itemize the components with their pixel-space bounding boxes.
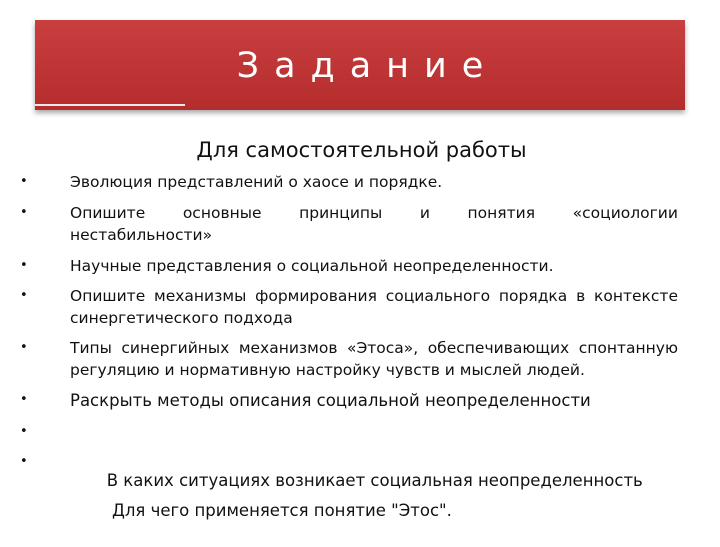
- list-item: [20, 285, 678, 329]
- task-word: понятия: [467, 204, 536, 222]
- task-word: и: [419, 204, 430, 222]
- bullet-icon: •: [20, 424, 28, 439]
- task-text: Раскрыть методы описания социальной неопределенности: [70, 391, 591, 410]
- bullet-icon: •: [20, 258, 28, 273]
- list-item: [20, 337, 678, 381]
- bullet-icon: •: [20, 174, 28, 189]
- task-text: В каких ситуациях возникает социальная неопределенность: [101, 471, 643, 490]
- list-item: [20, 255, 678, 277]
- task-word: Опишите: [70, 204, 146, 222]
- bullet-icon: •: [20, 340, 28, 355]
- list-item: [20, 171, 678, 193]
- task-text: Типы синергийных механизмов «Этоса», обеспечивающих спонтанную регуляцию и нормативную настройку чувств и мыслей людей.: [70, 339, 678, 379]
- bullet-icon: •: [20, 288, 28, 303]
- slide-title: Задание: [236, 46, 499, 86]
- list-item: [20, 389, 678, 413]
- list-item: [20, 202, 678, 246]
- bullet-icon: •: [20, 392, 28, 407]
- list-item: [20, 451, 678, 547]
- bullet-icon: •: [20, 454, 28, 469]
- subtitle-text: Для самостоятельной работы: [196, 138, 527, 162]
- task-text-line: [70, 202, 678, 224]
- bullet-icon: •: [20, 205, 28, 220]
- task-word: принципы: [299, 204, 383, 222]
- task-text: Эволюция представлений о хаосе и порядке.: [70, 173, 443, 191]
- task-word: «социологии: [572, 204, 678, 222]
- task-text: Научные представления о социальной неопределенности.: [70, 257, 554, 275]
- task-word: основные: [182, 204, 262, 222]
- task-text: Для чего применяется понятие "Этос".: [101, 501, 452, 520]
- task-text: Опишите механизмы формирования социального порядка в контексте синергетического подхода: [70, 287, 678, 327]
- task-text-line: нестабильности»: [70, 226, 213, 244]
